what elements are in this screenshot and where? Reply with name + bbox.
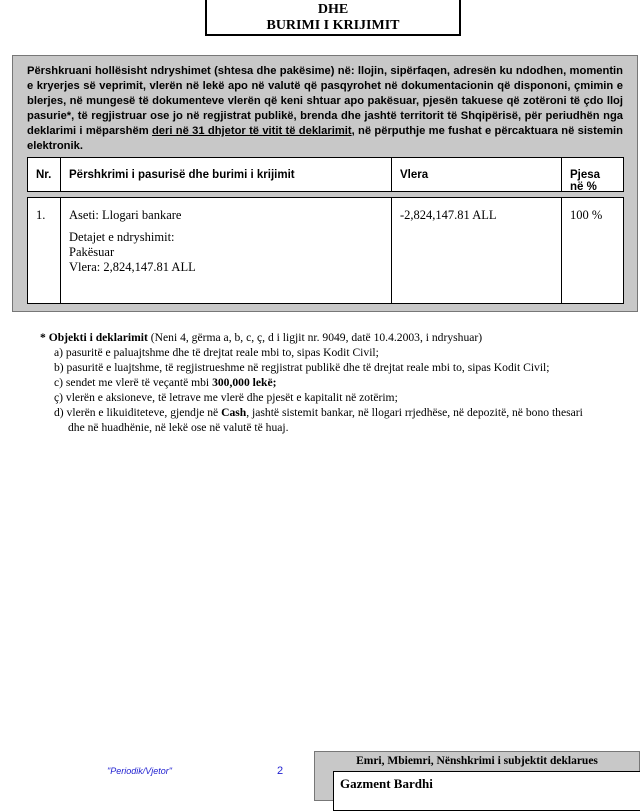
note-b: b) pasuritë e luajtshme, të regjistrueshme në regjistrat publikë dhe të drejtat reale mbi to, sipas Kodit Civil; xyxy=(54,361,550,374)
note-d-bold: Cash xyxy=(221,406,247,419)
header-description: Përshkrimi i pasurisë dhe burimi i krijimit xyxy=(61,158,392,191)
instructions-deadline: deri në 31 dhjetor të vitit të deklarimit xyxy=(151,125,352,137)
title-line-1: DHE xyxy=(317,2,349,17)
section-title-box xyxy=(205,0,461,36)
note-a: a) pasuritë e paluajtshme dhe të drejtat reale mbi to, sipas Kodit Civil; xyxy=(54,346,379,359)
notes-heading-bold: * Objekti i deklarimit xyxy=(40,331,148,344)
row-nr: 1. xyxy=(28,198,61,303)
note-d xyxy=(40,405,630,420)
table-row xyxy=(27,197,624,304)
note-c-bold: 300,000 lekë; xyxy=(212,376,277,389)
row-details-label: Detajet e ndryshimit: xyxy=(69,230,175,244)
row-value: -2,824,147.81 ALL xyxy=(392,198,562,303)
note-d-rest: , jashtë sistemit bankar, në llogari rrjedhëse, në depozitë, në bono thesari xyxy=(246,406,583,419)
declaration-objects-notes xyxy=(40,330,630,435)
header-nr: Nr. xyxy=(28,158,61,191)
note-cc: ç) vlerën e aksioneve, të letrave me vlerë dhe pjesët e kapitalit në zotërim; xyxy=(54,391,398,404)
row-change-type: Pakësuar xyxy=(69,245,115,259)
row-change-value: Vlera: 2,824,147.81 ALL xyxy=(69,260,196,274)
note-c xyxy=(40,375,630,390)
title-line-2: BURIMI I KRIJIMIT xyxy=(266,18,400,33)
note-c-text: c) sendet me vlerë të veçantë mbi xyxy=(54,376,213,389)
signer-name-field xyxy=(333,771,640,811)
header-share: Pjesa në % xyxy=(570,169,601,193)
row-description xyxy=(61,198,392,303)
table-header xyxy=(27,157,624,192)
note-d-text: d) vlerën e likuiditeteve, gjendje në xyxy=(54,406,222,419)
instructions-part-2: , në përputhje me fushat e përcaktuara në sistemin elektronik. xyxy=(27,125,623,152)
signer-name: Gazment Bardhi xyxy=(340,776,433,791)
instructions-part-1: Përshkruani hollësisht ndryshimet (shtesa dhe pakësime) në: llojin, sipërfaqen, adresën ku ndodhen, momentin e kryerjes së veprimit, vlerën në lekë apo në valutë që pasqyrohet në dokumentacionin që dispononi, çmimin e blerjes, në mungesë të dokumenteve vlerën që keni shtuar apo pakësuar, pjesën takuese që zotëroni të çdo lloj pasurie*, të regjistruar ose jo në regjistrat publikë, brenda dhe jashtë territorit të Shqipërisë, për periudhën nga deklarimi i mëparshëm xyxy=(27,65,623,137)
notes-heading xyxy=(40,330,630,345)
instructions-paragraph xyxy=(27,64,623,154)
signature-label: Emri, Mbiemri, Nënshkrimi i subjektit deklarues xyxy=(356,755,598,767)
signature-box xyxy=(314,751,640,801)
row-asset: Aseti: Llogari bankare xyxy=(69,208,182,222)
row-share: 100 % xyxy=(570,208,603,222)
page-number: 2 xyxy=(277,765,284,777)
changes-section xyxy=(12,55,638,312)
header-value: Vlera xyxy=(392,158,562,191)
period-label: "Periodik/Vjetor" xyxy=(107,766,172,776)
notes-heading-rest: (Neni 4, gërma a, b, c, ç, d i ligjit nr. 9049, datë 10.4.2003, i ndryshuar) xyxy=(147,331,483,344)
note-d-continued: dhe në huadhënie, në lekë ose në valutë të huaj. xyxy=(68,421,289,434)
